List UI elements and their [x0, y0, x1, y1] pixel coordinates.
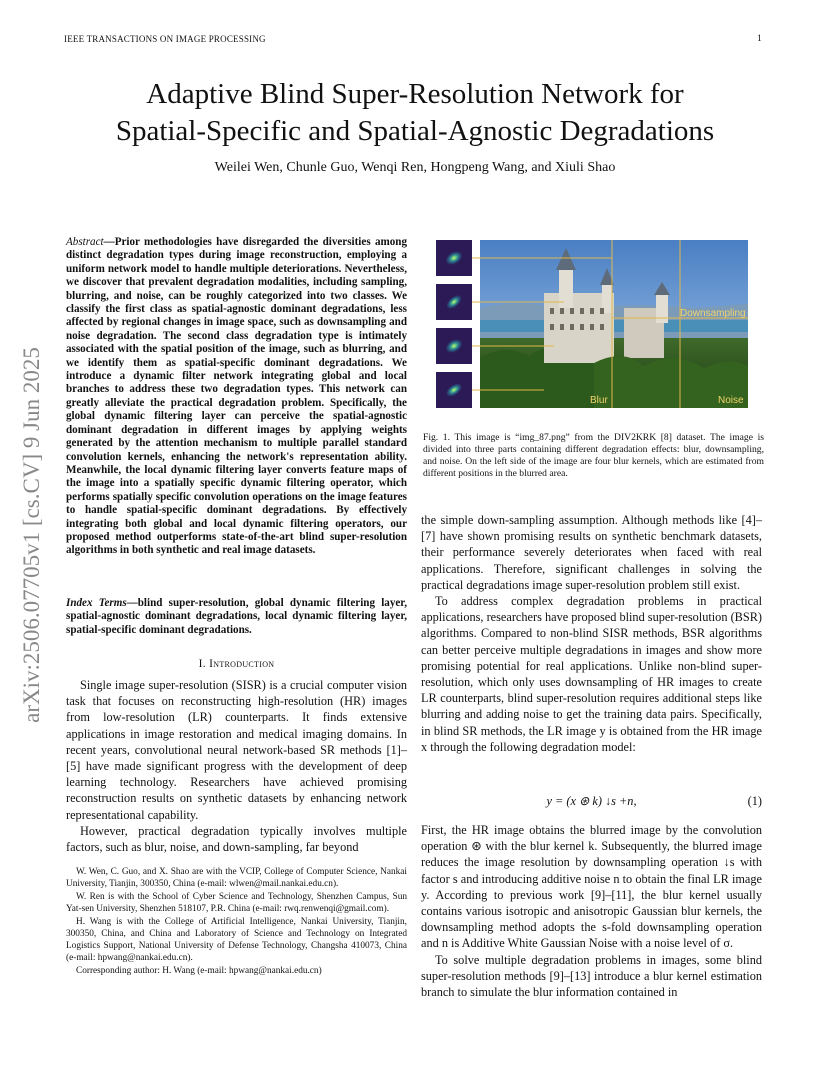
- label-blur: Blur: [590, 395, 608, 406]
- section-title: Introduction: [209, 658, 275, 670]
- index-terms-text: —blind super-resolution, global dynamic filtering layer, spatial-agnostic dominant degradations, local dynamic filtering layer, spatial-specific dominant degradations.: [66, 597, 407, 636]
- abstract: [66, 236, 407, 558]
- right-paragraph-4: To solve multiple degradation problems in images, some blind super-resolution methods [9]–[13] introduce a blur kernel estimation branch to simulate the blur information contained in: [421, 952, 762, 1000]
- blur-kernel-3: [436, 328, 472, 364]
- figure-1-graphic: [434, 238, 748, 410]
- abstract-text: —Prior methodologies have disregarded the diversities among distinct degradation types during image reconstruction, employing a uniform network model to handle multiple deteriorations. Nevertheless, we discover that prevalent degradation modalities, including sampling, blurring, and noise, can be roughly categorized into two classes. We classify the first class as spatial-agnostic dominant degradations, less affected by regional changes in image space, such as downsampling and noise degradation. The second class degradation type is intimately associated with the spatial position of the image, such as blurring, and we identify them as spatial-specific dominant degradations. We introduce a dynamic filter network integrating global and local branches to address these two degradation types. This network can greatly alleviate the practical degradation problem. Specifically, the global dynamic filtering layer can perceive the spatial-agnostic dominant degradation in different images by applying weights generated by the attention mechanism to multiple parallel standard convolution kernels, enhancing the network's representation ability. Meanwhile, the local dynamic filtering layer converts feature maps of the image into a spatially specific dynamic filtering operator, which performs spatially specific convolution operations on the image features to handle spatial-specific dominant degradations. By effectively integrating both global and local dynamic filtering operators, our proposed method outperforms state-of-the-art blind super-resolution algorithms in both synthetic and real image datasets.: [66, 236, 407, 557]
- right-paragraph-3: First, the HR image obtains the blurred image by the convolution operation ⊛ with the blur kernel k. Subsequently, the blurred image reduces the image resolution by downsampling operation ↓s with factor s and introducing additive noise n to obtain the final LR image y. According to previous work [9]–[11], the blur kernel usually contains various isotropic and anisotropic Gaussian blur kernels, the downsampling method adopts the s-fold downsampling operation and n is Additive White Gaussian Noise with a noise level of σ.: [421, 823, 762, 951]
- author-list: Weilei Wen, Chunle Guo, Wenqi Ren, Hongpeng Wang, and Xiuli Shao: [214, 160, 616, 175]
- label-downsampling: Downsampling: [680, 308, 746, 319]
- arxiv-stamp-text: arXiv:2506.07705v1 [cs.CV] 9 Jun 2025: [19, 347, 44, 723]
- footnote-2: W. Ren is with the School of Cyber Science and Technology, Shenzhen Campus, Sun Yat-sen University, Shenzhen 518107, P.R. China (e-mail: rwq.renwenqi@gmail.com).: [66, 892, 407, 914]
- index-terms: [66, 597, 407, 637]
- label-noise: Noise: [718, 395, 744, 406]
- section-heading: [66, 658, 407, 670]
- castle-photo: [480, 240, 748, 408]
- paper-title: [60, 76, 770, 150]
- right-paragraph-2: To address complex degradation problems in practical applications, researchers have proposed blind super-resolution (BSR) algorithms. Compared to non-blind SISR methods, BSR algorithms can better perceive multiple degradations in images and show more promising potential for real applications. Unlike non-blind super-resolution, which only uses downsampling of HR images to create LR counterparts, blind super-resolution requires additional steps like blurring and adding noise to get the training data pairs. Specifically, in blind SR methods, the LR image y is obtained from the HR image x through the following degradation model:: [421, 594, 762, 754]
- equation-1: [421, 794, 762, 810]
- arxiv-stamp: [12, 300, 52, 770]
- equation-number: (1): [747, 794, 762, 808]
- title-line-2: Spatial-Specific and Spatial-Agnostic Degradations: [115, 115, 715, 147]
- blur-kernel-4: [436, 372, 472, 408]
- title-line-1: Adaptive Blind Super-Resolution Network for: [146, 78, 684, 110]
- section-number: I.: [198, 658, 206, 670]
- footnote-3: H. Wang is with the College of Artificial Intelligence, Nankai University, Tianjin, 300350, China, and China and Laboratory of Science and Technology on Integrated Logistics Support, National University of Defense Technology, Changsha 410073, China (e-mail: hpwang@nankai.edu.cn).: [66, 917, 407, 963]
- page-number: 1: [757, 34, 762, 44]
- index-terms-label: Index Terms: [66, 597, 127, 609]
- right-column-text: [421, 512, 762, 755]
- blur-kernel-1: [436, 240, 472, 276]
- affiliation-footnotes: [66, 866, 407, 978]
- journal-header: IEEE TRANSACTIONS ON IMAGE PROCESSING: [64, 34, 266, 44]
- abstract-label: Abstract: [66, 236, 104, 248]
- figure-1-caption: Fig. 1. This image is “img_87.png” from the DIV2KRK [8] dataset. The image is divided into three parts containing different degradation effects: blur, downsampling, and noise. On the left side of the image are four blur kernels, which are estimated from different positions in the blurred area.: [423, 432, 764, 479]
- equation-body: y = (x ⊛ k) ↓s +n,: [546, 794, 637, 808]
- intro-paragraph-2: However, practical degradation typically involves multiple factors, such as blur, noise, and down-sampling, far beyond: [66, 823, 407, 855]
- footnote-1: W. Wen, C. Guo, and X. Shao are with the VCIP, College of Computer Science, Nankai University, Tianjin, 300350, China (e-mail: wlwen@mail.nankai.edu.cn).: [66, 867, 407, 889]
- right-column-text-2: [421, 822, 762, 1000]
- blur-kernel-2: [436, 284, 472, 320]
- figure-1: [434, 238, 748, 410]
- right-paragraph-1: the simple down-sampling assumption. Although methods like [4]–[7] have shown promising results on synthetic benchmark datasets, their performance severely deteriorates when faced with real applications. Therefore, significant challenges in solving the practical degradations image super-resolution problem still exist.: [421, 513, 762, 592]
- footnote-4: Corresponding author: H. Wang (e-mail: hpwang@nankai.edu.cn): [76, 966, 322, 976]
- introduction-text: [66, 677, 407, 855]
- intro-paragraph-1: Single image super-resolution (SISR) is a crucial computer vision task that focuses on reconstructing high-resolution (HR) images from low-resolution (LR) counterparts. It finds extensive applications in image restoration and medical imaging domains. In recent years, convolutional neural network-based SR methods [1]–[5] have made significant progress with the development of deep learning technology. Researchers have achieved promising reconstruction results on synthetic datasets by enhancing network representational capability.: [66, 678, 407, 822]
